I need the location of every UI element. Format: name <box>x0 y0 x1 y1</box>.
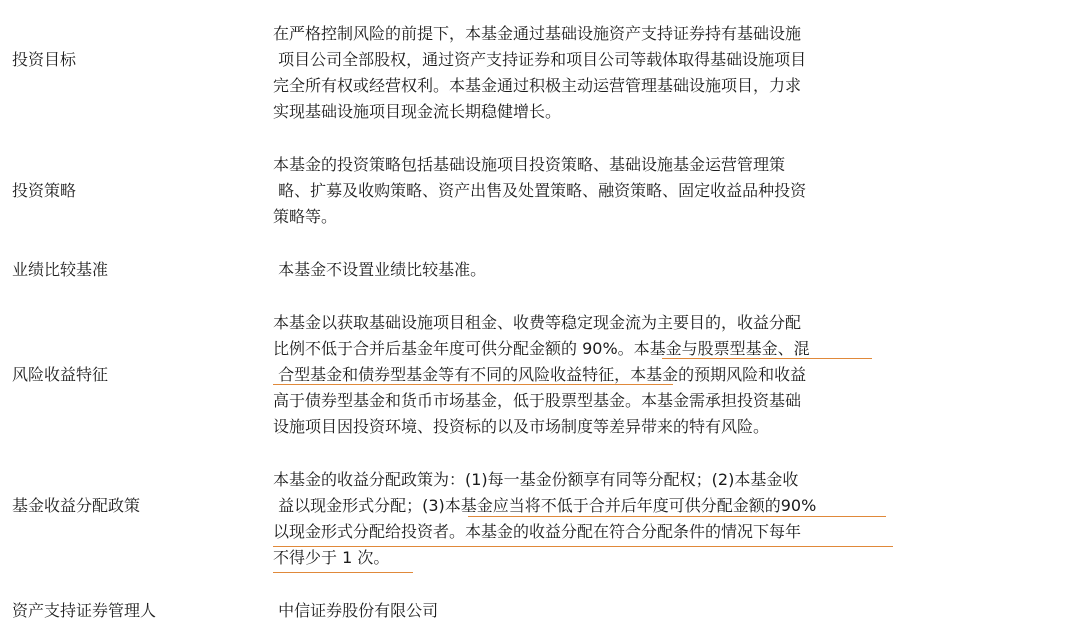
risk-text-line: 合型基金和债券型基金等有不同的风险收益特征，本基金的预期风险和收益 <box>273 365 807 384</box>
row-label-strategy: 投资策略 <box>12 181 77 200</box>
row-label-benchmark: 业绩比较基准 <box>12 260 109 279</box>
highlight-underline <box>273 572 413 573</box>
objective-text-line: 在严格控制风险的前提下，本基金通过基础设施资产支持证券持有基础设施 <box>273 24 802 43</box>
row-label-objective: 投资目标 <box>12 50 77 69</box>
highlight-underline <box>273 546 893 547</box>
distribution-text-line: 以现金形式分配给投资者。本基金的收益分配在符合分配条件的情况下每年 <box>273 522 802 541</box>
risk-text-line: 设施项目因投资环境、投资标的以及市场制度等差异带来的特有风险。 <box>273 417 770 436</box>
strategy-text-line: 略、扩募及收购策略、资产出售及处置策略、融资策略、固定收益品种投资 <box>273 181 807 200</box>
risk-text-line: 本基金以获取基础设施项目租金、收费等稳定现金流为主要目的，收益分配 <box>273 313 802 332</box>
objective-text-line: 完全所有权或经营权利。本基金通过积极主动运营管理基础设施项目，力求 <box>273 76 802 95</box>
highlight-underline <box>468 516 886 517</box>
benchmark-text: 本基金不设置业绩比较基准。 <box>273 260 487 279</box>
risk-text-line: 比例不低于合并后基金年度可供分配金额的 90%。本基金与股票型基金、混 <box>273 339 810 358</box>
objective-text-line: 项目公司全部股权，通过资产支持证券和项目公司等载体取得基础设施项目 <box>273 50 807 69</box>
objective-text-line: 实现基础设施项目现金流长期稳健增长。 <box>273 102 562 121</box>
highlight-underline <box>662 358 872 359</box>
strategy-text-line: 本基金的投资策略包括基础设施项目投资策略、基础设施基金运营管理策 <box>273 155 786 174</box>
distribution-text-line: 本基金的收益分配政策为：(1)每一基金份额享有同等分配权；(2)本基金收 <box>273 470 799 489</box>
highlight-underline <box>273 384 673 385</box>
row-label-distribution: 基金收益分配政策 <box>12 496 141 515</box>
risk-text-line: 高于债券型基金和货币市场基金，低于股票型基金。本基金需承担投资基础 <box>273 391 802 410</box>
distribution-text-line: 益以现金形式分配；(3)本基金应当将不低于合并后年度可供分配金额的90% <box>273 496 817 515</box>
distribution-text-line: 不得少于 1 次。 <box>273 548 390 567</box>
row-label-manager: 资产支持证券管理人 <box>12 601 157 620</box>
row-label-risk: 风险收益特征 <box>12 365 109 384</box>
strategy-text-line: 策略等。 <box>273 207 338 226</box>
manager-text: 中信证券股份有限公司 <box>273 601 439 620</box>
